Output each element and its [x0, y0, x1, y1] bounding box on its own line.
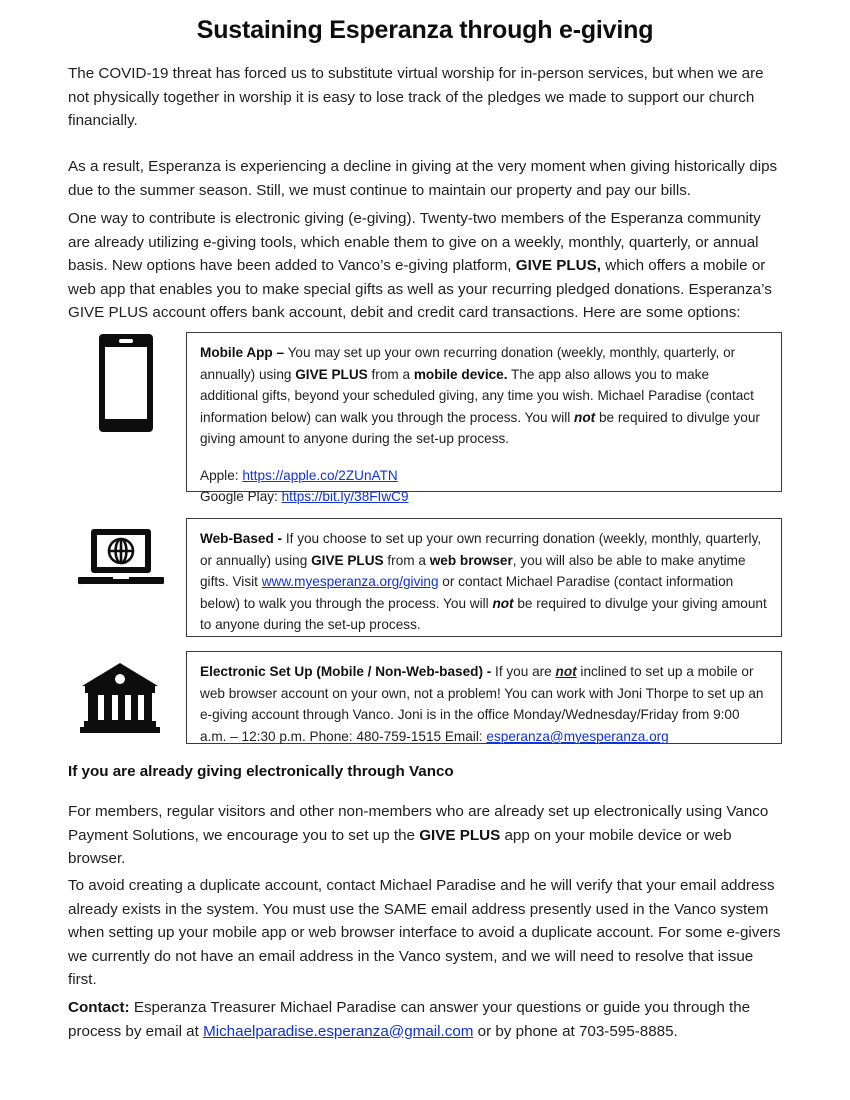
option-box-mobile-app [186, 332, 782, 504]
contact-text-b: or by phone at 703-595-8885. [473, 1022, 678, 1040]
mobile-app-body-b: from a [367, 366, 414, 382]
option-box-electronic-setup [186, 651, 782, 744]
web-based-browser-bold: web browser [429, 552, 513, 568]
web-based-not-italic: not [492, 595, 514, 611]
intro-paragraph-1: The COVID-19 threat has forced us to substitute virtual worship for in-person services, but when we are not physically together in worship it is easy to lose track of the pledges we made to support our church financially. [68, 65, 764, 129]
mobile-app-body-d: be required to divulge your giving amount to anyone during the set-up process. [200, 409, 760, 447]
laptop-globe-icon [78, 527, 164, 594]
p4-text-b: app on your mobile device or web browser. [68, 826, 732, 867]
web-based-body-c: , you will also be able to make anytime gifts. Visit [200, 552, 746, 590]
mobile-app-heading: Mobile App – [200, 345, 285, 360]
p3-text-b: which offers a mobile or web app that enables you to make special gifts as well as your recurring pledged donations. Esperanza’s GIVE PLUS account offers bank account, debit and credit card transactions. Here are some options: [68, 257, 772, 321]
section-paragraph-4 [68, 800, 782, 871]
contact-label: Contact: [68, 999, 130, 1016]
electronic-setup-body-b: inclined to set up a mobile or web browser account on your own, not a problem! You can work with Joni Thorpe to set up an e-giving account through Vanco. Joni is in the office Monday/Wednesday/Friday from 9:00 a.m. – 12:30 p.m. Phone: 480-759-1515 Email: [200, 664, 764, 744]
section-heading-already-giving: If you are already giving electronically through Vanco [68, 763, 454, 780]
apple-store-link[interactable]: https://apple.co/2ZUnATN [242, 467, 398, 483]
intro-paragraph-2: As a result, Esperanza is experiencing a decline in giving at the very moment when giving historically dips due to the summer season. Still, we must continue to maintain our property and pay our bills. [68, 158, 778, 199]
esperanza-email-link[interactable]: esperanza@myesperanza.org [486, 728, 669, 744]
mobile-app-device-bold: mobile device. [413, 366, 508, 382]
p4-give-plus-bold: GIVE PLUS [419, 826, 501, 844]
electronic-setup-body-a: If you are [491, 664, 556, 679]
bank-icon [80, 661, 160, 740]
mobile-app-links [200, 465, 769, 507]
contact-text-a: Esperanza Treasurer Michael Paradise can answer your questions or guide you through the process by email at [68, 999, 751, 1040]
web-based-body-a: If you choose to set up your own recurring donation (weekly, monthly, quarterly, or annually) using [200, 531, 762, 568]
apple-link-label: Apple: [200, 467, 243, 483]
electronic-setup-text [200, 661, 769, 747]
smartphone-icon [98, 333, 154, 438]
web-based-body-b: from a [383, 552, 430, 568]
p3-text-a: One way to contribute is electronic giving (e-giving). Twenty-two members of the Esperanza community are already utilizing e-giving tools, which enable them to give on a weekly, monthly, quarterly, or annual basis. New options have been added to Vanco’s e-giving platform, [68, 210, 761, 274]
google-play-link-row [200, 486, 769, 507]
option-box-web-based [186, 518, 782, 637]
web-based-give-plus: GIVE PLUS [311, 552, 384, 568]
intro-paragraph-3 [68, 207, 782, 325]
web-based-heading: Web-Based - [200, 531, 283, 546]
page-title: Sustaining Esperanza through e-giving [196, 16, 654, 44]
google-play-link[interactable]: https://bit.ly/38FIwC9 [281, 488, 409, 504]
mobile-app-give-plus: GIVE PLUS [295, 366, 368, 382]
p3-give-plus-bold: GIVE PLUS, [515, 257, 601, 274]
contact-paragraph [68, 996, 782, 1043]
p4-text-a: For members, regular visitors and other non-members who are already set up electronically using Vanco Payment Solutions, we encourage you to set up the [68, 803, 769, 844]
apple-link-row [200, 465, 769, 486]
web-based-body-d: or contact Michael Paradise (contact information below) to walk you through the process. You will [200, 574, 734, 611]
mobile-app-text [200, 342, 769, 450]
esperanza-giving-link[interactable]: www.myesperanza.org/giving [261, 574, 439, 590]
google-play-link-label: Google Play: [200, 488, 282, 504]
web-based-text [200, 528, 769, 636]
section-paragraph-5: To avoid creating a duplicate account, contact Michael Paradise and he will verify that your email address already exists in the system. You must use the SAME email address presently used in the Vanco system when setting up your mobile app or web browser interface to avoid a duplicate account. For some e-givers we currently do not have an email address in the Vanco system, and we will need to resolve that issue first. [68, 877, 781, 988]
michael-paradise-email-link[interactable]: Michaelparadise.esperanza@gmail.com [203, 1022, 474, 1040]
electronic-setup-heading: Electronic Set Up (Mobile / Non-Web-based) - [200, 664, 492, 679]
web-based-body-e: be required to divulge your giving amount to anyone during the set-up process. [200, 595, 767, 633]
mobile-app-not-italic: not [574, 409, 596, 425]
mobile-app-body-a: You may set up your own recurring donation (weekly, monthly, quarterly, or annually) using [200, 345, 736, 382]
mobile-app-body-c: The app also allows you to make additional gifts, beyond your scheduled giving, any time you wish. Michael Paradise (contact information below) can walk you through the process. You will [200, 366, 754, 425]
electronic-setup-not-emphasis: not [555, 664, 577, 679]
